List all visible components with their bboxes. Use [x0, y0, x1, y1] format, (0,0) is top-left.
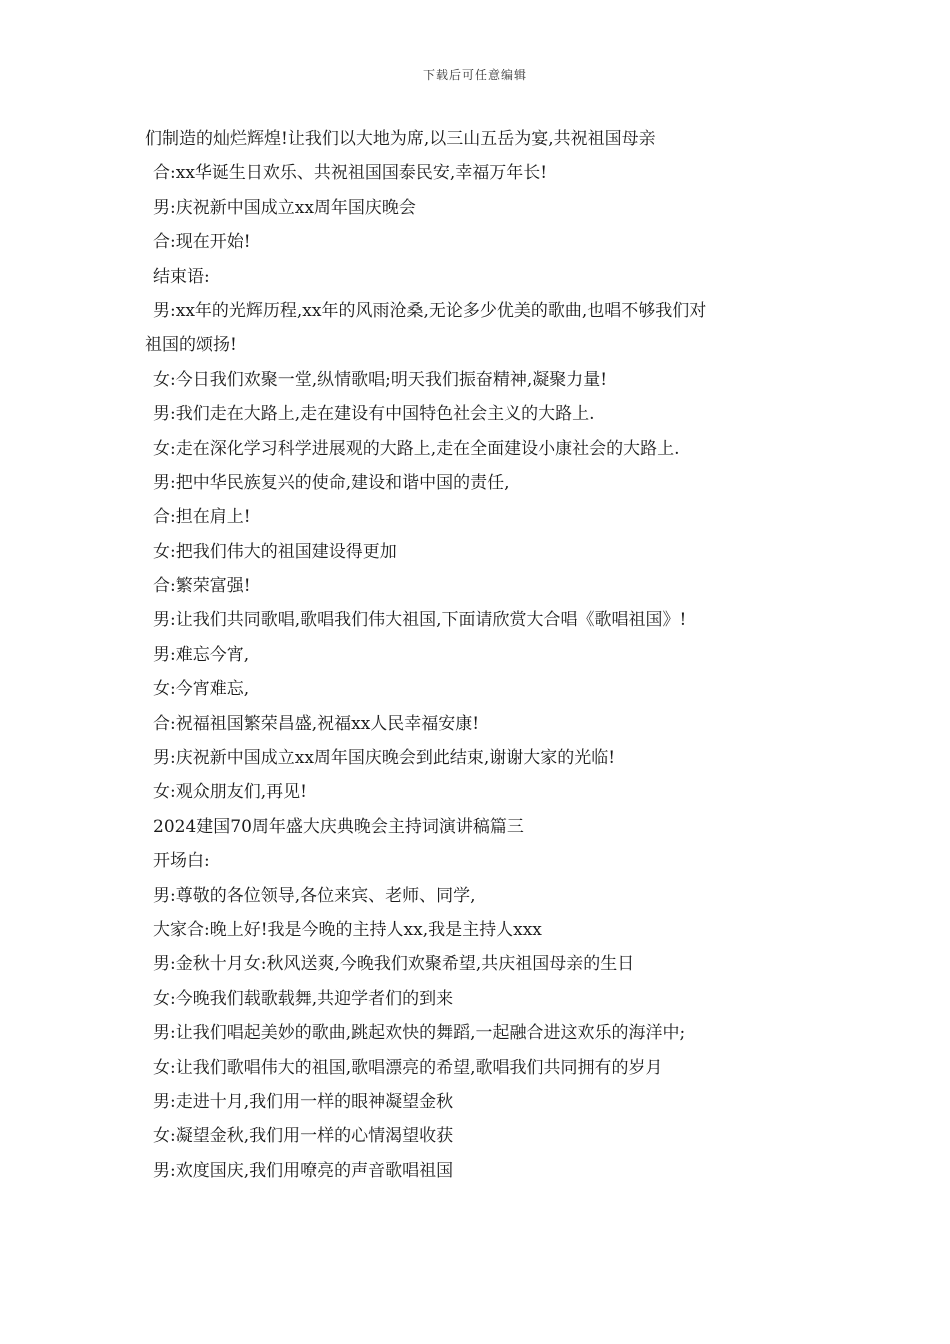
text-line: 男:难忘今宵,: [153, 644, 250, 665]
text-line: 2024建国70周年盛大庆典晚会主持词演讲稿篇三: [153, 816, 524, 837]
text-line: 男:欢度国庆,我们用嘹亮的声音歌唱祖国: [153, 1160, 454, 1181]
text-line: 女:今宵难忘,: [153, 679, 250, 700]
text-line: 女:今日我们欢聚一堂,纵情歌唱;明天我们振奋精神,凝聚力量!: [153, 369, 608, 390]
text-line: 合:xx华诞生日欢乐、共祝祖国国泰民安,幸福万年长!: [153, 163, 548, 184]
text-line: 开场白:: [153, 851, 210, 872]
text-line: 大家合:晚上好!我是今晚的主持人xx,我是主持人xxx: [153, 919, 542, 940]
text-line: 合:担在肩上!: [153, 507, 251, 528]
text-line: 男:走进十月,我们用一样的眼神凝望金秋: [153, 1091, 454, 1112]
text-line: 男:我们走在大路上,走在建设有中国特色社会主义的大路上.: [153, 404, 595, 425]
text-line: 女:观众朋友们,再见!: [153, 782, 307, 803]
text-line: 合:祝福祖国繁荣昌盛,祝福xx人民幸福安康!: [153, 713, 480, 734]
text-line: 男:庆祝新中国成立xx周年国庆晚会到此结束,谢谢大家的光临!: [153, 748, 616, 769]
text-line: 结束语:: [153, 266, 210, 287]
text-line: 合:现在开始!: [153, 232, 251, 253]
text-line: 男:让我们唱起美妙的歌曲,跳起欢快的舞蹈,一起融合进这欢乐的海洋中;: [153, 1023, 686, 1044]
text-line: 女:把我们伟大的祖国建设得更加: [153, 541, 397, 562]
text-line: 男:把中华民族复兴的使命,建设和谐中国的责任,: [153, 472, 510, 493]
page-header: 下载后可任意编辑: [422, 68, 527, 82]
text-line: 女:凝望金秋,我们用一样的心情渴望收获: [153, 1126, 454, 1147]
text-line: 合:繁荣富强!: [153, 576, 251, 597]
document-body: [145, 122, 815, 1188]
text-line: 男:尊敬的各位领导,各位来宾、老师、同学,: [153, 885, 476, 906]
text-line: 女:走在深化学习科学进展观的大路上,走在全面建设小康社会的大路上.: [153, 438, 680, 459]
text-line: 男:xx年的光辉历程,xx年的风雨沧桑,无论多少优美的歌曲,也唱不够我们对: [153, 300, 707, 321]
text-line: 男:金秋十月女:秋风送爽,今晚我们欢聚希望,共庆祖国母亲的生日: [153, 954, 635, 975]
text-line: 女:今晚我们载歌载舞,共迎学者们的到来: [153, 988, 454, 1009]
text-line: 们制造的灿烂辉煌!让我们以大地为席,以三山五岳为宴,共祝祖国母亲: [145, 129, 656, 149]
text-line: 女:让我们歌唱伟大的祖国,歌唱漂亮的希望,歌唱我们共同拥有的岁月: [153, 1057, 663, 1078]
text-line: 祖国的颂扬!: [145, 335, 237, 356]
text-line: 男:让我们共同歌唱,歌唱我们伟大祖国,下面请欣赏大合唱《歌唱祖国》!: [153, 610, 687, 631]
text-line: 男:庆祝新中国成立xx周年国庆晚会: [153, 197, 416, 218]
